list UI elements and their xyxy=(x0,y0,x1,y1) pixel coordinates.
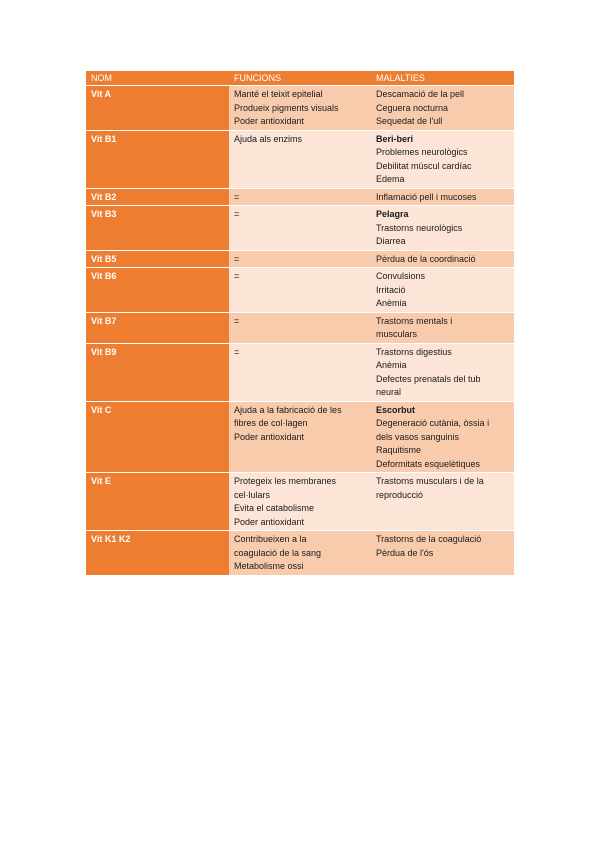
malalties-cell xyxy=(371,343,514,401)
malaltia-line: Edema xyxy=(376,174,405,184)
vitamin-name: Vit E xyxy=(86,473,229,531)
funcions-cell xyxy=(229,206,371,251)
funcio-line: cel·lulars xyxy=(234,489,271,500)
malalties-cell xyxy=(371,206,514,251)
malalties-cell xyxy=(371,401,514,473)
malaltia-line: Anèmia xyxy=(376,360,407,370)
table-row xyxy=(86,531,514,576)
funcions-cell xyxy=(229,86,371,131)
header-nom: NOM xyxy=(86,71,229,86)
malaltia-line: Trastorns mentals i xyxy=(376,315,453,326)
funcio-line: Ajuda als enzims xyxy=(234,133,303,144)
funcio-line: Evita el catabolisme xyxy=(234,503,315,513)
funcio-line: Produeix pigments visuals xyxy=(234,102,339,113)
malaltia-line: Pelagra xyxy=(376,209,409,219)
funcio-line: fibres de col·lagen xyxy=(234,418,308,428)
vitamin-name: Vit K1 K2 xyxy=(86,531,229,576)
table-row xyxy=(86,130,514,188)
funcio-line: Ajuda a la fabricació de les xyxy=(234,404,342,415)
malaltia-line: Inflamació pell i mucoses xyxy=(376,191,477,202)
vitamins-table xyxy=(86,71,514,576)
vitamin-name: Vit B6 xyxy=(86,268,229,313)
vitamin-name: Vit B2 xyxy=(86,188,229,206)
malaltia-line: Diarrea xyxy=(376,236,406,246)
vitamin-name: Vit B7 xyxy=(86,312,229,343)
funcio-line: Poder antioxidant xyxy=(234,116,305,126)
malaltia-line: Ceguera nocturna xyxy=(376,102,449,113)
vitamin-name: Vit C xyxy=(86,401,229,473)
funcions-cell xyxy=(229,312,371,343)
table-row xyxy=(86,188,514,206)
funcions-cell xyxy=(229,343,371,401)
malaltia-line: musculars xyxy=(376,329,418,339)
funcio-line: Protegeix les membranes xyxy=(234,476,337,486)
malalties-cell xyxy=(371,268,514,313)
table-row xyxy=(86,206,514,251)
vitamin-name: Vit B3 xyxy=(86,206,229,251)
malaltia-line: Convulsions xyxy=(376,271,426,281)
malaltia-line: Problemes neurològics xyxy=(376,147,468,157)
malaltia-line: Irritació xyxy=(376,284,406,295)
funcions-cell xyxy=(229,531,371,576)
malalties-cell xyxy=(371,312,514,343)
funcions-cell xyxy=(229,130,371,188)
malaltia-line: Trastorns digestius xyxy=(376,346,452,357)
malaltia-line: reproducció xyxy=(376,489,424,500)
malaltia-line: Pèrdua de l'ós xyxy=(376,547,434,558)
malaltia-line: Escorbut xyxy=(376,404,416,415)
funcions-cell xyxy=(229,250,371,268)
vitamin-name: Vit B5 xyxy=(86,250,229,268)
malalties-cell xyxy=(371,130,514,188)
malalties-cell xyxy=(371,250,514,268)
table-body xyxy=(86,86,514,576)
funcions-cell xyxy=(229,188,371,206)
vitamin-name: Vit B1 xyxy=(86,130,229,188)
header-row xyxy=(86,71,514,86)
table-row xyxy=(86,268,514,313)
malalties-cell xyxy=(371,531,514,576)
funcio-line: = xyxy=(234,271,240,281)
malaltia-line: Trastorns neurològics xyxy=(376,222,463,233)
malaltia-line: Degeneració cutània, òssia i xyxy=(376,418,490,428)
malaltia-line: neural xyxy=(376,387,402,397)
malaltia-line: Anèmia xyxy=(376,298,407,308)
malalties-cell xyxy=(371,188,514,206)
malaltia-line: Defectes prenatals del tub xyxy=(376,373,481,384)
malalties-cell xyxy=(371,473,514,531)
funcio-line: = xyxy=(234,253,240,264)
malaltia-line: Pèrdua de la coordinació xyxy=(376,253,476,264)
funcio-line: Manté el teixit epitelial xyxy=(234,89,323,99)
malaltia-line: Raquitisme xyxy=(376,445,422,455)
malaltia-line: Beri-beri xyxy=(376,133,414,144)
table-row xyxy=(86,86,514,131)
funcio-line: Poder antioxidant xyxy=(234,516,305,527)
funcio-line: coagulació de la sang xyxy=(234,547,322,558)
table-row xyxy=(86,401,514,473)
funcio-line: = xyxy=(234,315,240,326)
malaltia-line: Trastorns de la coagulació xyxy=(376,534,482,544)
vitamin-name: Vit A xyxy=(86,86,229,131)
malaltia-line: Sequedat de l'ull xyxy=(376,116,443,126)
funcions-cell xyxy=(229,268,371,313)
funcions-cell xyxy=(229,473,371,531)
funcio-line: Metabolisme ossi xyxy=(234,561,304,571)
funcio-line: Contribueixen a la xyxy=(234,534,307,544)
malaltia-line: Deformitats esquelètiques xyxy=(376,458,481,469)
malalties-cell xyxy=(371,86,514,131)
malaltia-line: Debilitat múscul cardíac xyxy=(376,160,472,171)
malaltia-line: Trastorns musculars i de la xyxy=(376,476,484,486)
funcions-cell xyxy=(229,401,371,473)
funcio-line: = xyxy=(234,191,240,202)
table-row xyxy=(86,343,514,401)
vitamin-name: Vit B9 xyxy=(86,343,229,401)
table-row xyxy=(86,312,514,343)
table-row xyxy=(86,250,514,268)
funcio-line: = xyxy=(234,209,240,219)
header-funcions: FUNCIONS xyxy=(229,71,371,86)
header-malalties: MALALTIES xyxy=(371,71,514,86)
malaltia-line: Descamació de la pell xyxy=(376,89,465,99)
funcio-line: = xyxy=(234,346,240,357)
table-row xyxy=(86,473,514,531)
funcio-line: Poder antioxidant xyxy=(234,431,305,442)
malaltia-line: dels vasos sanguinis xyxy=(376,431,460,442)
